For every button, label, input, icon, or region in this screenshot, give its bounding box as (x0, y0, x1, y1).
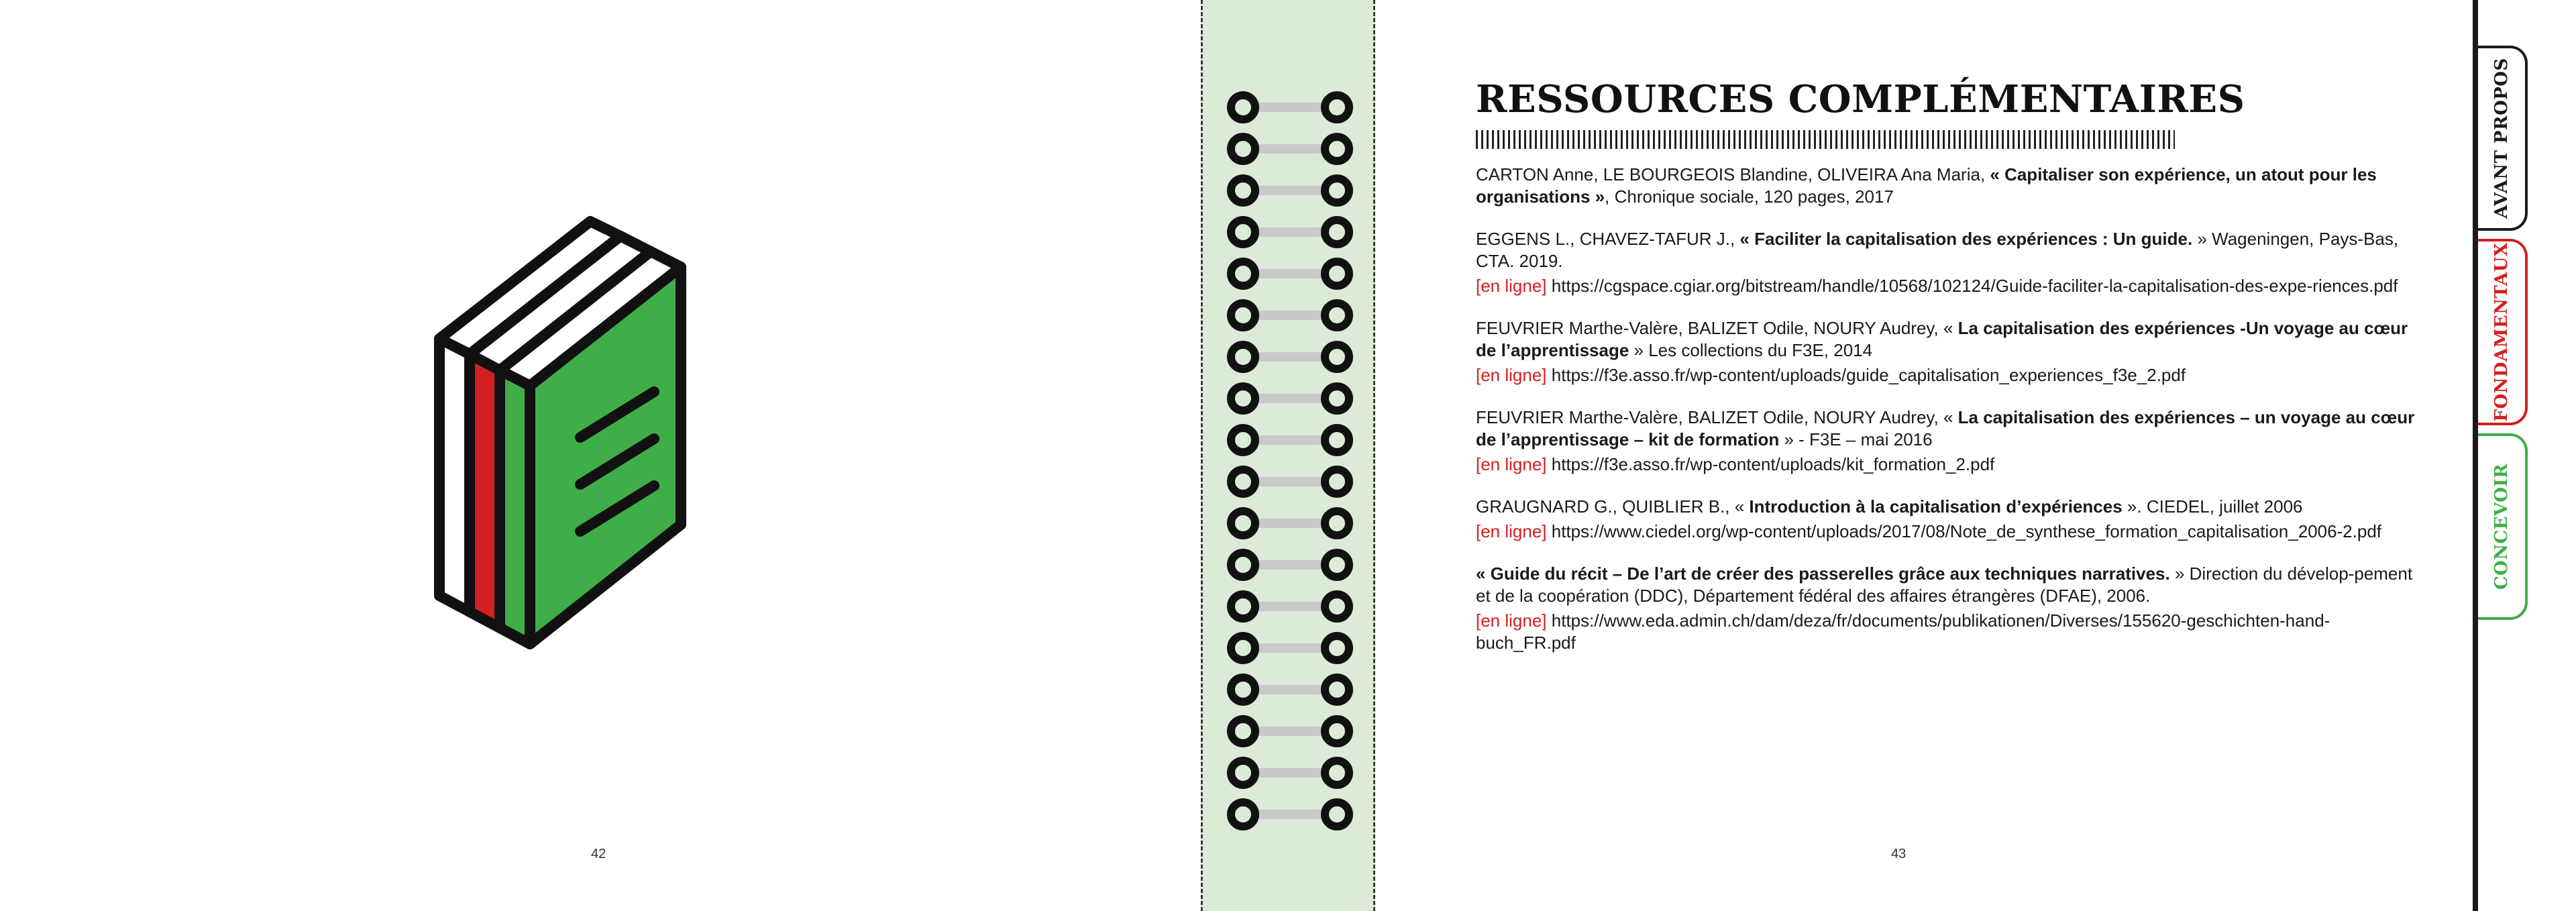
online-label: [en ligne] (1476, 610, 1547, 631)
reference-link-line (1476, 275, 2428, 297)
spiral-ring (1231, 137, 1349, 161)
reference-title: La capitalisation des expériences -Un voyage au cœur de l’apprentissage (1476, 317, 2408, 360)
page-number-right: 43 (1891, 847, 1907, 861)
spiral-ring (1231, 594, 1349, 619)
reference-link-line (1476, 521, 2428, 543)
spiral-ring (1231, 345, 1349, 369)
spiral-ring (1231, 178, 1349, 203)
online-label: [en ligne] (1476, 521, 1547, 541)
spiral-ring (1231, 636, 1349, 660)
page-title: RESSOURCES COMPLÉMENTAIRES (1476, 77, 2245, 121)
online-label: [en ligne] (1476, 453, 1547, 474)
reference-source: » - F3E – mai 2016 (1779, 429, 1933, 449)
spiral-ring (1231, 470, 1349, 494)
spiral-ring (1231, 220, 1349, 244)
tab-avant-propos[interactable] (2478, 46, 2528, 231)
reference-source: » Les collections du F3E, 2014 (1629, 339, 1873, 360)
reference-item (1476, 407, 2428, 476)
spiral-binding (1201, 0, 1375, 911)
reference-url[interactable]: https://f3e.asso.fr/wp-content/uploads/guide_capitalisation_experiences_f3e_2.pdf (1551, 364, 2186, 385)
online-label: [en ligne] (1476, 275, 1547, 296)
reference-citation (1476, 496, 2428, 518)
spiral-ring (1231, 678, 1349, 702)
reference-authors: CARTON Anne, LE BOURGEOIS Blandine, OLIVEIRA Ana Maria, (1476, 164, 1990, 184)
reference-citation (1476, 563, 2428, 607)
reference-list (1476, 164, 2428, 654)
reference-citation (1476, 164, 2428, 208)
reference-title: Introduction à la capitalisation d’expériences (1749, 496, 2123, 517)
online-label: [en ligne] (1476, 364, 1547, 385)
spiral-ring (1231, 511, 1349, 535)
reference-link-line (1476, 453, 2428, 476)
tab-edge (2473, 0, 2478, 911)
reference-item (1476, 228, 2428, 297)
tab-fondamentaux[interactable] (2478, 239, 2528, 425)
reference-authors: EGGENS L., CHAVEZ-TAFUR J., (1476, 228, 1740, 249)
reference-url[interactable]: https://f3e.asso.fr/wp-content/uploads/kit_formation_2.pdf (1551, 453, 1995, 474)
reference-item (1476, 563, 2428, 654)
reference-url[interactable]: https://cgspace.cgiar.org/bitstream/handle/10568/102124/Guide-faciliter-la-capitalisation-des-expe-riences.pdf (1551, 275, 2398, 296)
spiral-ring (1231, 95, 1349, 119)
reference-link-line (1476, 610, 2428, 654)
page-number-left: 42 (591, 847, 606, 861)
reference-url[interactable]: https://www.eda.admin.ch/dam/deza/fr/documents/publikationen/Diverses/155620-geschichten-hand-buch_FR.pdf (1476, 610, 2330, 653)
reference-authors: GRAUGNARD G., QUIBLIER B., « (1476, 496, 1750, 517)
spiral-ring (1231, 428, 1349, 452)
spiral-ring (1231, 761, 1349, 785)
reference-source: » Direction du dévelop-pement et de la coopération (DDC), Département fédéral des affaires étrangères (DFAE), 2006. (1476, 563, 2413, 606)
reference-authors: FEUVRIER Marthe-Valère, BALIZET Odile, NOURY Audrey, « (1476, 317, 1958, 338)
spiral-ring (1231, 262, 1349, 286)
spiral-ring (1231, 802, 1349, 826)
spiral-ring (1231, 553, 1349, 577)
reference-source: » Wageningen, Pays-Bas, CTA. 2019. (1476, 228, 2399, 271)
spiral-ring (1231, 719, 1349, 743)
spiral-ring (1231, 386, 1349, 411)
reference-item (1476, 317, 2428, 386)
reference-source: , Chronique sociale, 120 pages, 2017 (1605, 186, 1894, 207)
reference-citation (1476, 228, 2428, 272)
reference-title: « Capitaliser son expérience, un atout pour les organisations » (1476, 164, 2377, 207)
tab-label: FONDAMENTAUX (2491, 242, 2512, 422)
reference-title: « Guide du récit – De l’art de créer des passerelles grâce aux techniques narratives. (1476, 563, 2170, 584)
reference-citation (1476, 317, 2428, 362)
tab-concevoir[interactable] (2478, 433, 2528, 620)
spiral-ring (1231, 303, 1349, 327)
reference-link-line (1476, 364, 2428, 386)
reference-item (1476, 164, 2428, 208)
tab-label: CONCEVOIR (2491, 463, 2512, 590)
reference-title: « Faciliter la capitalisation des expériences : Un guide. (1739, 228, 2193, 249)
reference-title: La capitalisation des expériences – un voyage au cœur de l’apprentissage – kit de formation (1476, 407, 2415, 449)
spiral-ring-icon (1203, 0, 1377, 911)
title-underline (1476, 130, 2175, 149)
tab-label: AVANT PROPOS (2491, 58, 2512, 219)
reference-url[interactable]: https://www.ciedel.org/wp-content/uploads/2017/08/Note_de_synthese_formation_capitalisation_2006-2.pdf (1551, 521, 2382, 541)
books-icon (429, 201, 778, 684)
reference-citation (1476, 407, 2428, 451)
reference-authors: FEUVRIER Marthe-Valère, BALIZET Odile, NOURY Audrey, « (1476, 407, 1958, 427)
references-section (1476, 79, 2428, 674)
reference-source: ». CIEDEL, juillet 2006 (2122, 496, 2303, 517)
reference-item (1476, 496, 2428, 543)
